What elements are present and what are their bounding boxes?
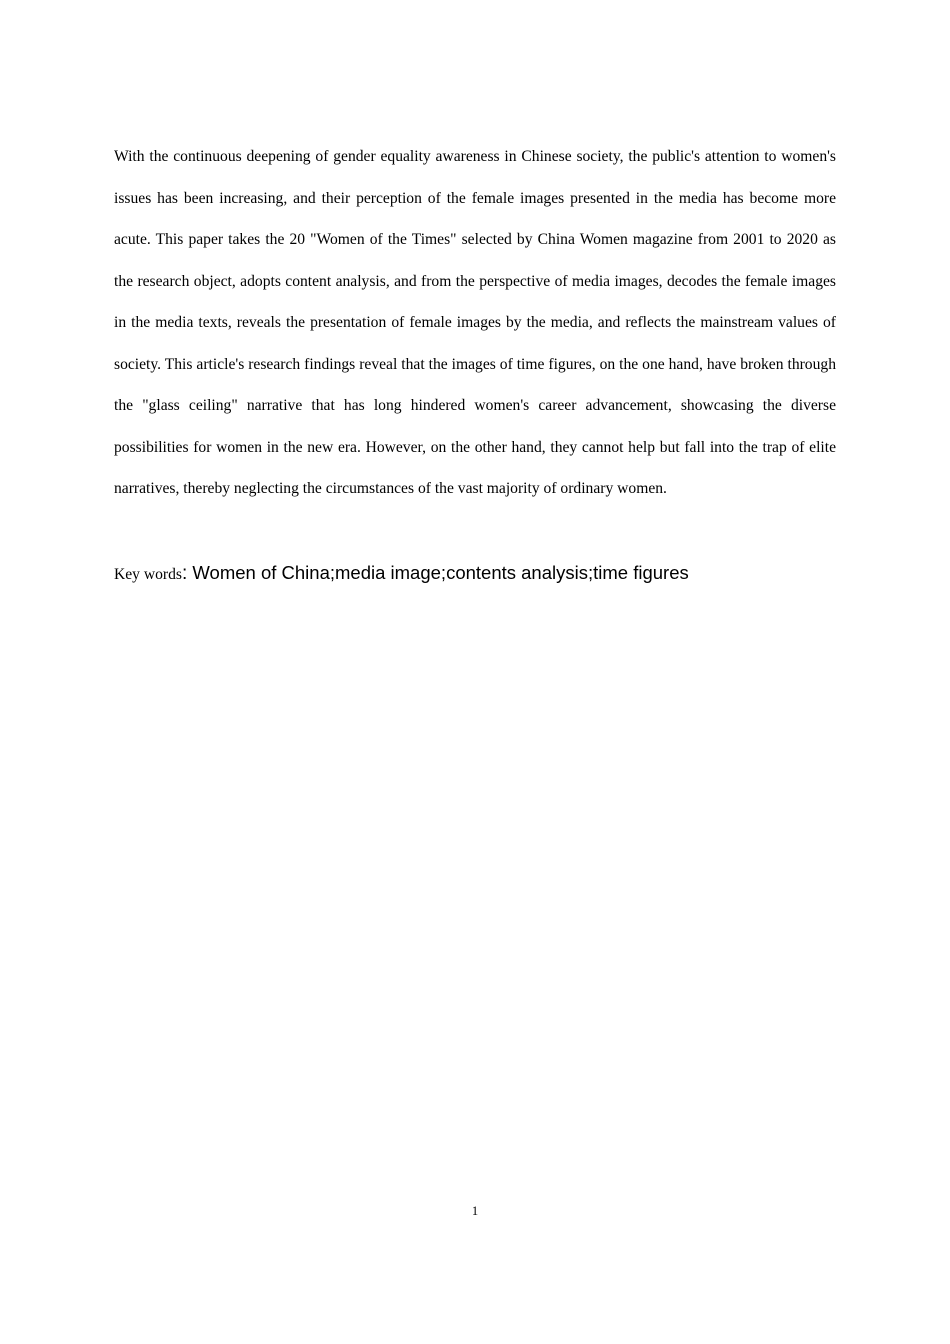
keywords-value: Women of China;media image;contents analysis;time figures [187,562,689,583]
abstract-paragraph: With the continuous deepening of gender equality awareness in Chinese society, the public's attention to women's issues has been increasing, and their perception of the female images presented in the media has become more acute. This paper takes the 20 "Women of the Times" selected by China Women magazine from 2001 to 2020 as the research object, adopts content analysis, and from the perspective of media images, decodes the female images in the media texts, reveals the presentation of female images by the media, and reflects the mainstream values of society. This article's research findings reveal that the images of time figures, on the one hand, have broken through the "glass ceiling" narrative that has long hindered women's career advancement, showcasing the diverse possibilities for women in the new era. However, on the other hand, they cannot help but fall into the trap of elite narratives, thereby neglecting the circumstances of the vast majority of ordinary women. [114,148,836,497]
page-number: 1 [471,1204,479,1218]
keywords-separator: : [182,563,188,584]
keywords-line [114,558,836,590]
keywords-label: Key words [114,566,182,583]
